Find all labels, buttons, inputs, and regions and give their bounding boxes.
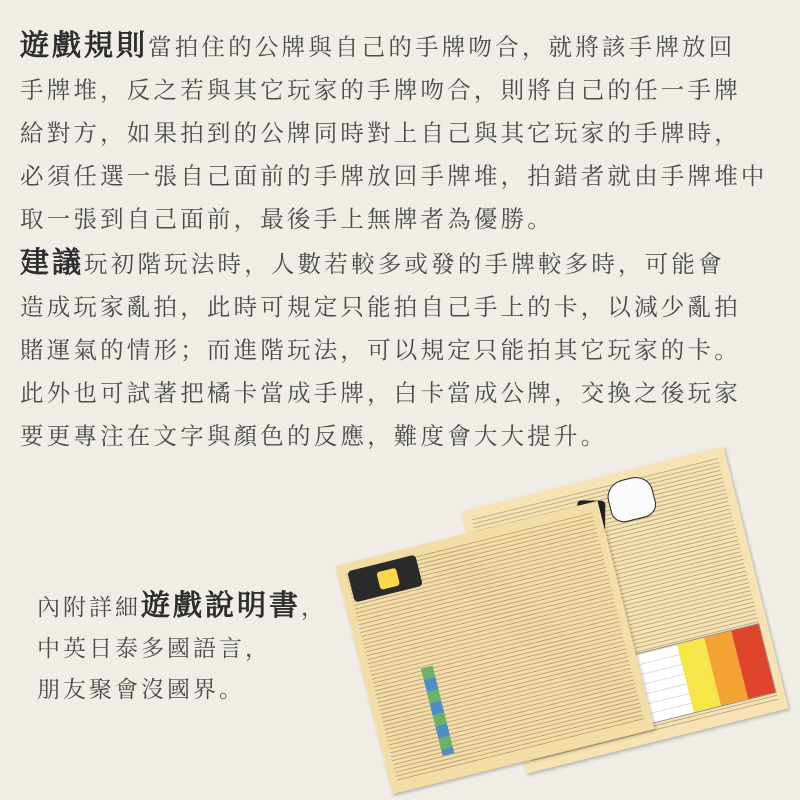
included-manual-text (37, 585, 377, 711)
suggestion-heading: 建議 (20, 245, 85, 279)
rules-heading: 遊戲規則 (20, 28, 149, 62)
included-line: 朋友聚會沒國界。 (37, 677, 245, 703)
suggestion-paragraph (20, 241, 790, 458)
suggestion-line: 此外也可試著把橘卡當成手牌，白卡當成公牌，交換之後玩家 (20, 379, 741, 407)
included-suffix: ， (301, 595, 328, 621)
rules-line: 必須任選一張自己面前的手牌放回手牌堆，拍錯者就由手牌堆中 (20, 162, 768, 190)
rule-booklet-illustration (330, 455, 800, 800)
rules-line: 手牌堆，反之若與其它玩家的手牌吻合，則將自己的任一手牌 (20, 76, 741, 104)
included-heading: 遊戲說明書 (141, 588, 302, 622)
rules-line: 取一張到自己面前，最後手上無牌者為優勝。 (20, 205, 554, 233)
rules-line: 給對方，如果拍到的公牌同時對上自己與其它玩家的手牌時， (20, 119, 741, 147)
suggestion-line: 要更專注在文字與顏色的反應，難度會大大提升。 (20, 422, 608, 450)
suggestion-line: 賭運氣的情形；而進階玩法，可以規定只能拍其它玩家的卡。 (20, 336, 741, 364)
suggestion-line: 造成玩家亂拍，此時可規定只能拍自己手上的卡，以減少亂拍 (20, 293, 741, 321)
booklet-text-block (346, 512, 644, 782)
rules-line: 當拍住的公牌與自己的手牌吻合，就將該手牌放回 (148, 33, 736, 61)
suggestion-line: 玩初階玩法時，人數若較多或發的手牌較多時，可能會 (84, 250, 725, 278)
rules-paragraph (20, 24, 790, 241)
included-prefix: 內附詳細 (37, 595, 141, 621)
included-line: 中英日泰多國語言， (37, 636, 271, 662)
